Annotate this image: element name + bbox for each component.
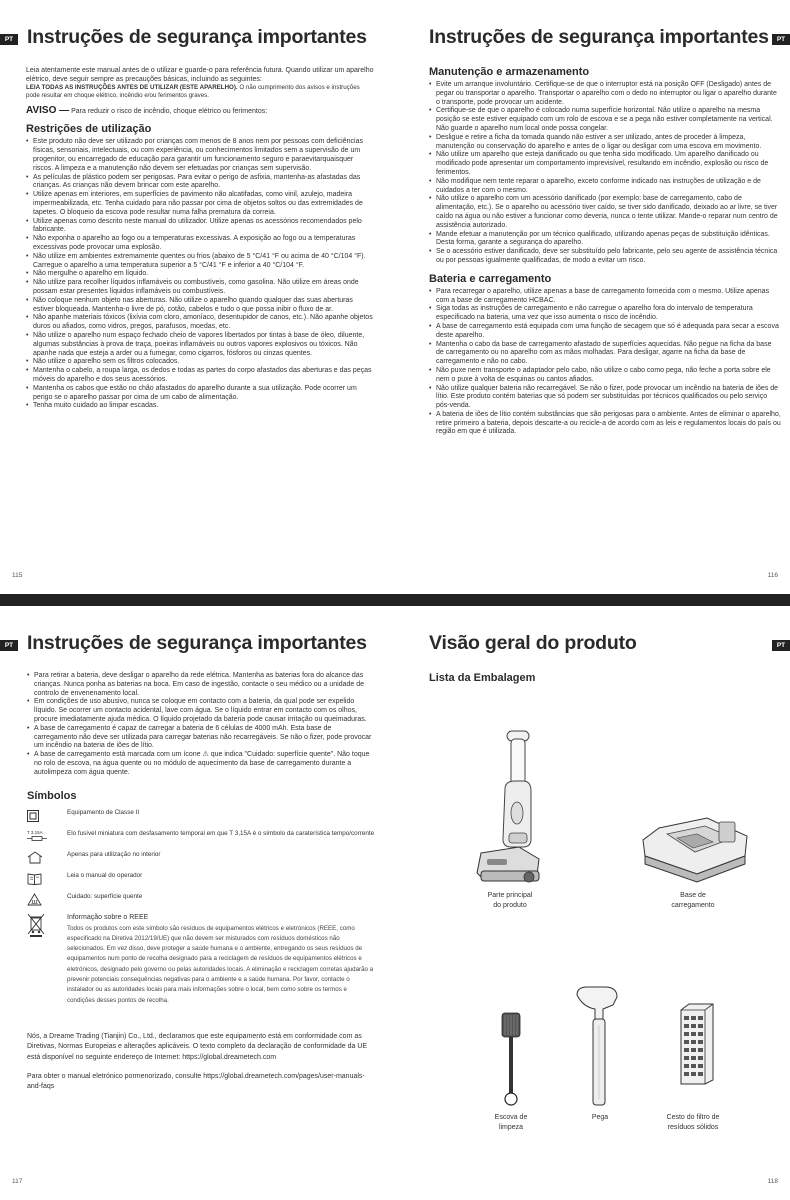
- page-title: Instruções de segurança importantes: [27, 26, 367, 48]
- list-item: • Não utilize o aparelho com um acessório danificado (por exemplo: base de carregamento, cabo de alimentação, etc.). Se o aparelho ou acessório tiver caído, se tiver sido danificado, deixado ao ar livre, se tiver caído na água ou não estiver a funcionar como deveria, nunca o tente utilizar. Mande-o reparar num centro de assistência autorizado.: [429, 195, 781, 230]
- fuse-icon: [27, 830, 51, 844]
- weee-block: [67, 913, 375, 1006]
- list-item: • Não modifique nem tente reparar o aparelho, exceto conforme indicado nas instruções de utilização e de cuidados a ter com o mesmo.: [429, 178, 781, 196]
- list-item: • Não coloque nenhum objeto nas aberturas. Não utilize o aparelho quando qualquer das suas aberturas estiver bloqueada. Mantenha-o livre de pó, cotão, cabelos e tudo o que possa inibir o fluxo de ar.: [26, 297, 374, 315]
- item-basket-label: Cesto do filtro de resíduos sólidos: [666, 1114, 720, 1131]
- page-number: 118: [767, 1178, 778, 1185]
- page-title: Instruções de segurança importantes: [429, 26, 769, 48]
- list-item: • Não utilize para recolher líquidos inflamáveis ou combustíveis, como gasolina. Não utilize em áreas onde possam estar presentes líquidos inflamáveis ou combustíveis.: [26, 279, 374, 297]
- weee-text: Todos os produtos com este símbolo são resíduos de equipamentos elétricos e eletrónicos (REEE, como especificado na Diretiva 2012/19/UE) que não devem ser misturados com resíduos domésticos não selecionados. Em vez disso, deve proteger a saúde humana e o ambiente, entregando os seus resíduos de equipamentos num ponto de recolha designado para a reciclagem de resíduos de equipamentos elétricos e eletrónicos, designado pelo governo ou pelas autoridades locais. A eliminação e reciclagem corretas ajudarão a prevenir potenciais consequências negativas para o ambiente e a saúde humana. Por favor, contacte o instalador ou as autoridades locais para mais informações sobre o local, bem como sobre os termos e condições desses pontos de recolha.: [67, 924, 374, 1004]
- section-title-symbols: Símbolos: [27, 789, 77, 802]
- section-title-battery: Bateria e carregamento: [429, 272, 552, 285]
- list-item: • A base de carregamento está equipada com uma função de secagem que só é adequada para secar a escova deste aparelho.: [429, 323, 781, 341]
- symbol-row: [27, 809, 375, 823]
- language-tag: PT: [0, 34, 18, 45]
- page-title: Visão geral do produto: [429, 632, 637, 654]
- charging-base-illustration: [637, 816, 753, 886]
- intro-warning-bold: LEIA TODAS AS INSTRUÇÕES ANTES DE UTILIZAR (ESTE APARELHO).: [26, 84, 238, 91]
- manual-link-note: Para obter o manual eletrónico pormenorizado, consulte https://global.dreametech.com/pages/user-manuals-and-faqs: [27, 1072, 365, 1091]
- page-content: [429, 66, 781, 437]
- page-number: 117: [12, 1178, 23, 1185]
- hot-surface-icon: [27, 893, 51, 907]
- symbol-text: Equipamento de Classe II: [67, 808, 140, 816]
- list-item: • A bateria de iões de lítio contém substâncias que são perigosas para o ambiente. Antes de eliminar o aparelho, retire primeiro a bateria, depois descarte-a ou recicle-a de acordo com as leis e regulamentos locais do país ou região em que é utilizada.: [429, 411, 781, 437]
- bullet-list-battery-cont: [27, 672, 375, 778]
- item-brush-label: Escova de limpeza: [494, 1114, 528, 1131]
- list-item: • Certifique-se de que o aparelho é colocado numa superfície horizontal. Não utilize o aparelho na mesma posição se este estiver equipado com um rolo de escova e se a pega não estiver completamente na vertical. Não guarde o aparelho num local onde possa congelar.: [429, 107, 781, 133]
- list-item: • As películas de plástico podem ser perigosas. Para evitar o perigo de asfixia, mantenha-as afastadas das crianças. As crianças não devem brincar com este aparelho.: [26, 174, 374, 192]
- aviso-text: Para reduzir o risco de incêndio, choque elétrico ou ferimentos:: [69, 108, 268, 116]
- symbol-text: Apenas para utilização no interior: [67, 850, 161, 858]
- list-item: • Não utilize o aparelho sem os filtros colocados.: [26, 358, 374, 367]
- list-item: • Para recarregar o aparelho, utilize apenas a base de carregamento fornecida com o mesmo. Utilize apenas com a base de carregamento HCBAC.: [429, 288, 781, 306]
- item-handle-label: Pega: [591, 1114, 609, 1121]
- main-unit-illustration: [471, 729, 551, 889]
- bullet-list-maintenance: [429, 81, 781, 266]
- item-main-unit-label: Parte principal do produto: [487, 892, 533, 909]
- spread-divider: [0, 594, 790, 606]
- page-116: [395, 0, 790, 594]
- section-title-maintenance: Manutenção e armazenamento: [429, 66, 590, 78]
- list-item: • Para retirar a bateria, deve desligar o aparelho da rede elétrica. Mantenha as baterias fora do alcance das crianças. Nunca ponha as baterias na boca. Em caso de ingestão, contacte o seu médico ou a unidade de controlo de envenenamento local.: [27, 672, 375, 698]
- weee-title: Informação sobre o REEE: [67, 913, 149, 921]
- list-item: • Evite um arranque involuntário. Certifique-se de que o interruptor está na posição OFF (Desligado) antes de pegar ou transportar o aparelho. Transportar o aparelho com o dedo no interruptor ou ligar o aparelho durante o transporte, pode provocar um acidente.: [429, 81, 781, 107]
- page-115: [0, 0, 395, 594]
- page-content: [26, 66, 374, 411]
- list-item: • A base de carregamento é capaz de carregar a bateria de 6 células de 4000 mAh. Esta base de carregamento não deve ser utilizada para carregar baterias não recarregáveis. Se não o fizer, pode provocar um incêndio na bateria de iões de lítio.: [27, 725, 375, 751]
- weee-row: [27, 913, 375, 1006]
- list-item: • Mantenha o cabelo, a roupa larga, os dedos e todas as partes do corpo afastados das aberturas e das peças móveis do aparelho e dos seus acessórios.: [26, 367, 374, 385]
- language-tag: PT: [772, 34, 790, 45]
- list-item: • Mantenha o cabo da base de carregamento afastado de superfícies aquecidas. Não pegue na ficha da base de carregamento ou no aparelho com as mãos molhadas. Para desligar, agarre na ficha da base de carregamento e não no cabo.: [429, 341, 781, 367]
- cleaning-brush-illustration: [499, 1011, 523, 1107]
- list-item: • Tenha muito cuidado ao limpar escadas.: [26, 402, 374, 411]
- page-118: [395, 606, 790, 1200]
- indoor-use-icon: [27, 851, 51, 865]
- intro-warning: [26, 84, 374, 100]
- list-item: • Não exponha o aparelho ao fogo ou a temperaturas excessivas. A exposição ao fogo ou a temperaturas excessivas pode provocar uma explosão.: [26, 235, 374, 253]
- page-title: Instruções de segurança importantes: [27, 632, 367, 654]
- bullet-list-battery: [429, 288, 781, 438]
- page-number: 115: [12, 572, 23, 579]
- aviso-label: AVISO —: [26, 105, 70, 117]
- aviso-line: [26, 105, 374, 116]
- symbol-text: Elo fusível miniatura com desfasamento temporal em que T 3,15A é o símbolo da caraterística tempo/corrente: [67, 829, 375, 837]
- page-117: [0, 606, 395, 1200]
- page-content: [27, 672, 375, 1092]
- list-item: • Não utilize qualquer bateria não recarregável. Se não o fizer, pode provocar um incêndio na bateria de iões de lítio. Este produto contém baterias que só podem ser substituídas por técnicos qualificados ou pelo serviço pós-venda.: [429, 385, 781, 411]
- read-manual-icon: [27, 872, 51, 886]
- weee-bin-icon: [27, 913, 51, 937]
- list-item: • Não utilize um aparelho que esteja danificado ou que tenha sido modificado. Um aparelho danificado ou modificado pode apresentar um comportamento imprevisível, resultando em incêndio, explosão ou risco de ferimentos.: [429, 151, 781, 177]
- page-number: 116: [767, 572, 778, 579]
- list-item: • Mantenha os cabos que estão no chão afastados do aparelho durante a sua utilização. Pode ocorrer um perigo se o aparelho passar por cima de um cabo de alimentação.: [26, 385, 374, 403]
- list-item: • Se o acessório estiver danificado, deve ser substituído pelo fabricante, pelo seu agente de assistência técnica ou por pessoas igualmente qualificadas, de modo a evitar um risco.: [429, 248, 781, 266]
- list-item: • Não utilize o aparelho num espaço fechado cheio de vapores libertados por tintas à base de óleo, diluente, algumas substâncias à prova de traça, poeiras inflamáveis ou outros vapores explosivos ou tóxicos. Não apanhe nada que esteja a arder ou a fumegar, como cigarros, fósforos ou cinzas quentes.: [26, 332, 374, 358]
- symbol-row: [27, 893, 375, 907]
- declaration-text: Nós, a Dreame Trading (Tianjin) Co., Ltd., declaramos que este equipamento está em conformidade com as Diretivas, Normas Europeias e alterações aplicáveis. O texto completo da declaração de conformidade da UE está disponível no seguinte endereço de Internet: https://global.dreametech.com: [27, 1032, 368, 1061]
- section-title-package: Lista da Embalagem: [429, 672, 536, 684]
- symbol-row: [27, 872, 375, 886]
- list-item: • Não apanhe materiais tóxicos (lixívia com cloro, amoníaco, desentupidor de canos, etc.). Não apanhe objetos duros ou afiados, como vidros, pregos, parafusos, moedas, etc.: [26, 314, 374, 332]
- handle-illustration: [573, 983, 623, 1107]
- symbol-row: [27, 851, 375, 865]
- list-item: • Mande efetuar a manutenção por um técnico qualificado, utilizando apenas peças de substituição idênticas. Desta forma, garante a segurança do aparelho.: [429, 231, 781, 249]
- language-tag: PT: [772, 640, 790, 651]
- list-item: • A base de carregamento está marcada com um ícone ⚠ que indica "Cuidado: superfície quente". Não toque no rolo de escova, na água quente ou no módulo de aquecimento da base de carregamento durante a autolimpeza com água quente.: [27, 751, 375, 777]
- symbol-row: [27, 830, 375, 844]
- list-item: • Utilize apenas em interiores, em superfícies de pavimento não alcatifadas, como vinil, azulejo, madeira impermeabilizada, etc. Tenha cuidado para não passar por cima de objetos soltos ou das extremidades de tapetes. O bloqueio da escova pode resultar numa falha prematura da correia.: [26, 191, 374, 217]
- symbol-text: Leia o manual do operador: [67, 871, 143, 879]
- symbol-text: Cuidado: superfície quente: [67, 892, 143, 900]
- list-item: • Desligue e retire a ficha da tomada quando não estiver a ser utilizado, antes de proceder à limpeza, manutenção ou conservação do aparelho e antes de o ligar ou desligar com uma escova em movimento.: [429, 134, 781, 152]
- bullet-list: [26, 138, 374, 411]
- page-content: [429, 672, 781, 687]
- section-title: Restrições de utilização: [26, 123, 152, 136]
- list-item: • Siga todas as instruções de carregamento e não carregue o aparelho fora do intervalo de temperatura especificado na bateria, uma vez que isso aumenta o risco de incêndio.: [429, 305, 781, 323]
- item-base-label: Base de carregamento: [671, 892, 715, 909]
- list-item: • Não mergulhe o aparelho em líquido.: [26, 270, 374, 279]
- list-item: • Não puxe nem transporte o adaptador pelo cabo, não utilize o cabo como pega, não feche a porta sobre ele nem o puxe à volta de esquinas ou cantos afiados.: [429, 367, 781, 385]
- class-ii-icon: [27, 809, 51, 823]
- list-item: • Não utilize em ambientes extremamente quentes ou frios (abaixo de 5 °C/41 °F ou acima de 40 °C/104 °F). Carregue o aparelho a uma temperatura superior a 5 °C/41 °F e inferior a 40 °C/104 °F.: [26, 253, 374, 271]
- list-item: • Utilize apenas como descrito neste manual do utilizador. Utilize apenas os acessórios recomendados pelo fabricante.: [26, 218, 374, 236]
- intro-text: Leia atentamente este manual antes de o utilizar e guarde-o para referência futura. Quando utilizar um aparelho elétrico, deve seguir sempre as precauções básicas, incluindo as seguintes:: [26, 67, 374, 83]
- fuse-icon-label: T 3,15A: [27, 829, 43, 835]
- language-tag: PT: [0, 640, 18, 651]
- filter-basket-illustration: [677, 1002, 717, 1086]
- list-item: • Em condições de uso abusivo, nunca se coloque em contacto com a bateria, da qual pode ser expelido líquido. Se ocorrer um contacto acidental, lave com água. Se o líquido entrar em contacto com os olhos, procure imediatamente ajuda médica. O líquido projetado da bateria pode causar irritação ou queimaduras.: [27, 698, 375, 724]
- list-item: • Este produto não deve ser utilizado por crianças com menos de 8 anos nem por pessoas com deficiências físicas, sensoriais, intelectuais, ou com experiência, ou conhecimentos limitados sem a supervisão de um progenitor, ou encarregado de educação para garantir um funcionamento seguro e paraevitarquaisquer riscos. A limpeza e a manutenção não devem ser efetuadas por crianças sem supervisão.: [26, 138, 374, 173]
- intro-warning-text: O não cumprimento dos avisos e instruções pode resultar em choque elétrico, incêndio e/ou ferimentos graves.: [26, 84, 360, 100]
